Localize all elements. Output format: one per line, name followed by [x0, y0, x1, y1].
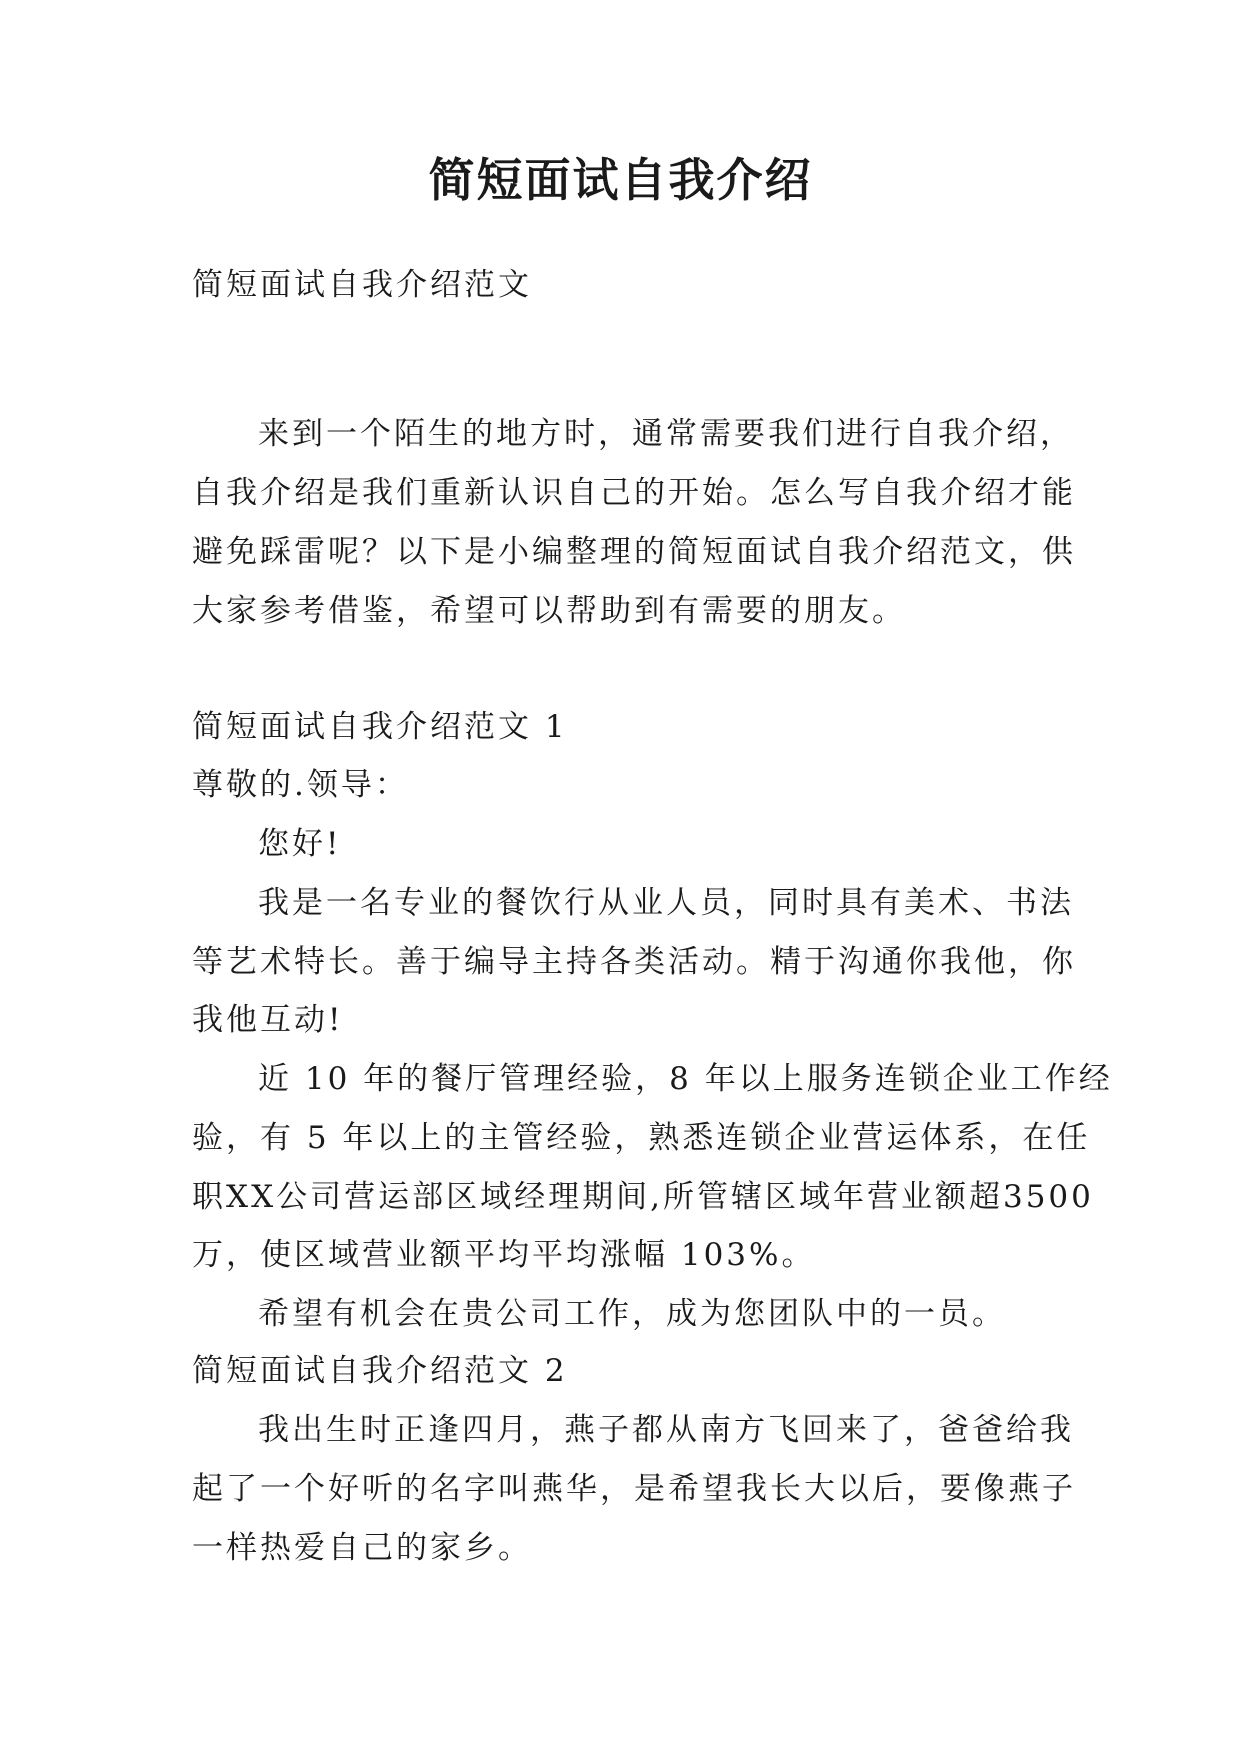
intro-line: 自我介绍是我们重新认识自己的开始。怎么写自我介绍才能 — [192, 475, 1076, 511]
section-heading: 简短面试自我介绍范文 1 — [192, 709, 568, 745]
paragraph-line: 一样热爱自己的家乡。 — [192, 1530, 532, 1566]
section-heading: 简短面试自我介绍范文 2 — [192, 1353, 568, 1389]
paragraph-line: 近 10 年的餐厅管理经验，8 年以上服务连锁企业工作经 — [258, 1061, 1113, 1097]
paragraph-line: 我他互动! — [192, 1002, 344, 1038]
document-subtitle: 简短面试自我介绍范文 — [192, 267, 532, 303]
salutation: 尊敬的.领导： — [192, 767, 409, 803]
document-title: 简短面试自我介绍 — [428, 153, 813, 207]
paragraph-line: 起了一个好听的名字叫燕华，是希望我长大以后，要像燕子 — [192, 1471, 1076, 1507]
closing-line: 希望有机会在贵公司工作，成为您团队中的一员。 — [258, 1296, 1006, 1332]
intro-line: 来到一个陌生的地方时，通常需要我们进行自我介绍， — [258, 416, 1074, 452]
intro-line: 大家参考借鉴，希望可以帮助到有需要的朋友。 — [192, 593, 906, 629]
paragraph-line: 职XX公司营运部区域经理期间,所管辖区域年营业额超3500 — [192, 1179, 1094, 1215]
paragraph-line: 万，使区域营业额平均平均涨幅 103%。 — [192, 1237, 816, 1273]
paragraph-line: 我是一名专业的餐饮行从业人员，同时具有美术、书法 — [258, 885, 1074, 921]
paragraph-line: 验，有 5 年以上的主管经验，熟悉连锁企业营运体系，在任 — [192, 1120, 1091, 1156]
paragraph-line: 我出生时正逢四月，燕子都从南方飞回来了，爸爸给我 — [258, 1412, 1074, 1448]
greeting: 您好! — [258, 826, 342, 862]
paragraph-line: 等艺术特长。善于编导主持各类活动。精于沟通你我他，你 — [192, 944, 1076, 980]
intro-line: 避免踩雷呢？以下是小编整理的简短面试自我介绍范文，供 — [192, 534, 1076, 570]
